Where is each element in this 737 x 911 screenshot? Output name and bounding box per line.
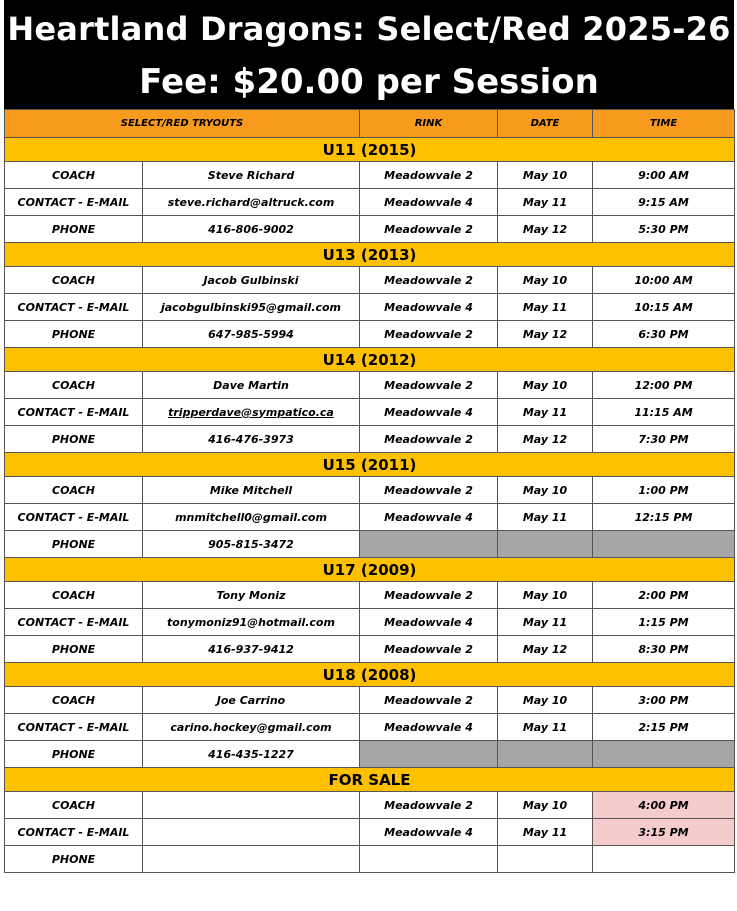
row-label: COACH [5,582,143,609]
empty-date-cell [498,531,593,558]
rink-cell: Meadowvale 4 [360,819,498,846]
date-cell: May 11 [498,819,593,846]
empty-rink-cell [360,531,498,558]
row-label: PHONE [5,636,143,663]
row-label: PHONE [5,321,143,348]
time-cell: 7:30 PM [593,426,735,453]
email-link[interactable]: tonymoniz91@hotmail.com [143,609,360,636]
row-label: CONTACT - E-MAIL [5,609,143,636]
coach-name: Tony Moniz [143,582,360,609]
row-label: PHONE [5,426,143,453]
rink-cell: Meadowvale 2 [360,216,498,243]
email-link[interactable]: steve.richard@altruck.com [143,189,360,216]
table-row [5,162,735,189]
phone-number: 416-476-3973 [143,426,360,453]
row-label: COACH [5,267,143,294]
section-title: U11 (2015) [5,138,735,162]
empty-time-cell [593,531,735,558]
section-title: U18 (2008) [5,663,735,687]
row-label: PHONE [5,846,143,873]
table-row [5,372,735,399]
section-header [5,348,735,372]
phone-number: 647-985-5994 [143,321,360,348]
time-cell: 8:30 PM [593,636,735,663]
table-row [5,267,735,294]
time-cell: 6:30 PM [593,321,735,348]
time-cell: 1:00 PM [593,477,735,504]
empty-rink-cell [360,741,498,768]
email-link[interactable]: tripperdave@sympatico.ca [143,399,360,426]
section-header [5,243,735,267]
table-row [5,294,735,321]
header-rink: RINK [360,110,498,138]
title-banner [4,0,734,109]
table-row [5,504,735,531]
rink-cell: Meadowvale 2 [360,636,498,663]
header-time: TIME [593,110,735,138]
rink-cell: Meadowvale 2 [360,162,498,189]
coach-name: Joe Carrino [143,687,360,714]
date-cell: May 12 [498,426,593,453]
section-header [5,453,735,477]
row-label: CONTACT - E-MAIL [5,714,143,741]
row-label: COACH [5,792,143,819]
date-cell: May 10 [498,372,593,399]
date-cell: May 10 [498,687,593,714]
coach-name: Steve Richard [143,162,360,189]
header-tryouts: SELECT/RED TRYOUTS [5,110,360,138]
time-cell: 12:00 PM [593,372,735,399]
date-cell: May 11 [498,189,593,216]
table-row [5,399,735,426]
date-cell: May 12 [498,321,593,348]
date-cell [498,846,593,873]
section-title: FOR SALE [5,768,735,792]
date-cell: May 11 [498,609,593,636]
time-cell: 5:30 PM [593,216,735,243]
section-header [5,138,735,162]
coach-name [143,792,360,819]
coach-name: Jacob Gulbinski [143,267,360,294]
table-row [5,582,735,609]
phone-number: 416-806-9002 [143,216,360,243]
rink-cell: Meadowvale 2 [360,687,498,714]
row-label: COACH [5,162,143,189]
time-cell: 9:00 AM [593,162,735,189]
rink-cell: Meadowvale 4 [360,504,498,531]
email-link [143,819,360,846]
empty-date-cell [498,741,593,768]
date-cell: May 11 [498,714,593,741]
date-cell: May 10 [498,582,593,609]
rink-cell: Meadowvale 2 [360,372,498,399]
time-cell [593,846,735,873]
time-cell: 11:15 AM [593,399,735,426]
time-cell: 1:15 PM [593,609,735,636]
rink-cell: Meadowvale 2 [360,267,498,294]
date-cell: May 10 [498,267,593,294]
section-header [5,663,735,687]
time-cell: 10:15 AM [593,294,735,321]
row-label: CONTACT - E-MAIL [5,189,143,216]
fee-text: Fee: $20.00 per Session [139,62,599,102]
page-title: Heartland Dragons: Select/Red 2025-26 [7,10,731,48]
row-label: CONTACT - E-MAIL [5,399,143,426]
phone-number [143,846,360,873]
table-row [5,609,735,636]
highlighted-time-cell: 3:15 PM [593,819,735,846]
phone-number: 416-937-9412 [143,636,360,663]
section-title: U17 (2009) [5,558,735,582]
table-row [5,426,735,453]
date-cell: May 12 [498,636,593,663]
section-header [5,558,735,582]
date-cell: May 11 [498,399,593,426]
rink-cell: Meadowvale 4 [360,609,498,636]
rink-cell: Meadowvale 2 [360,426,498,453]
row-label: PHONE [5,531,143,558]
rink-cell: Meadowvale 4 [360,714,498,741]
table-row [5,792,735,819]
section-title: U15 (2011) [5,453,735,477]
row-label: CONTACT - E-MAIL [5,294,143,321]
table-row [5,636,735,663]
email-link[interactable]: carino.hockey@gmail.com [143,714,360,741]
rink-cell: Meadowvale 4 [360,294,498,321]
rink-cell [360,846,498,873]
row-label: COACH [5,477,143,504]
table-row [5,189,735,216]
date-cell: May 10 [498,792,593,819]
rink-cell: Meadowvale 2 [360,477,498,504]
date-cell: May 12 [498,216,593,243]
row-label: COACH [5,372,143,399]
table-row [5,714,735,741]
section-header [5,768,735,792]
time-cell: 12:15 PM [593,504,735,531]
table-row [5,741,735,768]
table-header-row [5,110,735,138]
table-row [5,216,735,243]
header-date: DATE [498,110,593,138]
coach-name: Mike Mitchell [143,477,360,504]
coach-name: Dave Martin [143,372,360,399]
section-title: U13 (2013) [5,243,735,267]
rink-cell: Meadowvale 4 [360,399,498,426]
table-row [5,321,735,348]
date-cell: May 11 [498,294,593,321]
time-cell: 2:15 PM [593,714,735,741]
time-cell: 9:15 AM [593,189,735,216]
date-cell: May 11 [498,504,593,531]
date-cell: May 10 [498,477,593,504]
rink-cell: Meadowvale 2 [360,792,498,819]
email-link[interactable]: mnmitchell0@gmail.com [143,504,360,531]
date-cell: May 10 [498,162,593,189]
table-row [5,819,735,846]
rink-cell: Meadowvale 2 [360,321,498,348]
row-label: PHONE [5,741,143,768]
row-label: CONTACT - E-MAIL [5,504,143,531]
time-cell: 2:00 PM [593,582,735,609]
table-row [5,477,735,504]
row-label: CONTACT - E-MAIL [5,819,143,846]
phone-number: 416-435-1227 [143,741,360,768]
table-row [5,687,735,714]
table-row [5,531,735,558]
section-title: U14 (2012) [5,348,735,372]
schedule-table [4,109,735,873]
rink-cell: Meadowvale 2 [360,582,498,609]
highlighted-time-cell: 4:00 PM [593,792,735,819]
row-label: COACH [5,687,143,714]
phone-number: 905-815-3472 [143,531,360,558]
time-cell: 10:00 AM [593,267,735,294]
time-cell: 3:00 PM [593,687,735,714]
table-row [5,846,735,873]
empty-time-cell [593,741,735,768]
row-label: PHONE [5,216,143,243]
email-link[interactable]: jacobgulbinski95@gmail.com [143,294,360,321]
rink-cell: Meadowvale 4 [360,189,498,216]
